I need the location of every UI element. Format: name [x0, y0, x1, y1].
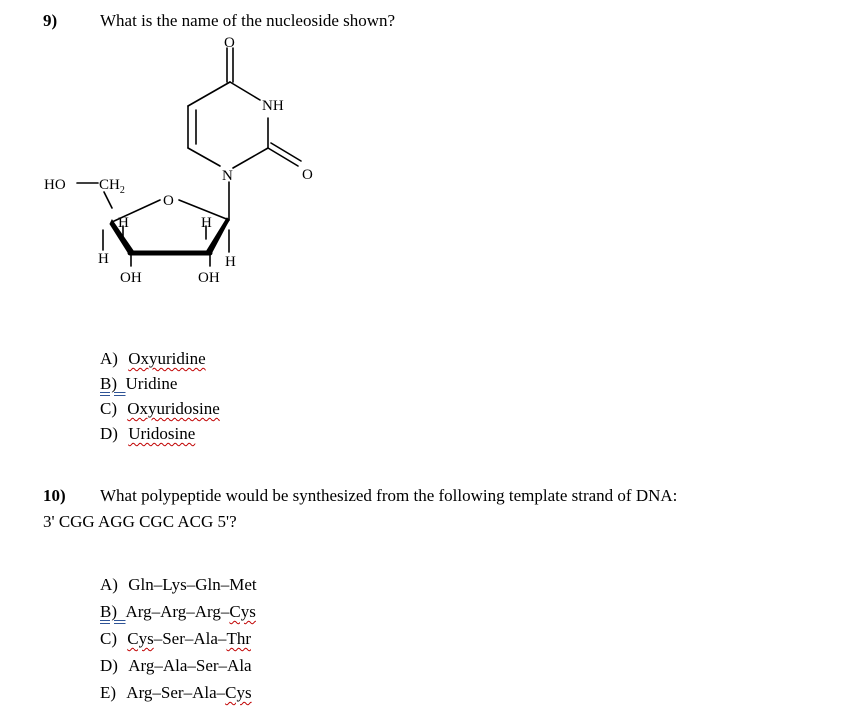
- label-ch-subscript: 2: [119, 185, 125, 196]
- q9-option-c[interactable]: [100, 399, 220, 419]
- option-text: Arg–Ala–Ser–Ala: [128, 656, 252, 675]
- label-ch2: [99, 177, 125, 196]
- option-text-tail: Cys: [225, 683, 252, 702]
- option-text: Arg–Ser–Ala–: [126, 683, 226, 702]
- label-ho: HO: [44, 177, 66, 193]
- q10-option-b[interactable]: [100, 602, 256, 622]
- option-spacer: [117, 602, 126, 621]
- q9-option-d[interactable]: [100, 424, 195, 444]
- label-ring-o: O: [163, 193, 174, 209]
- option-letter: D): [100, 656, 118, 675]
- option-letter: A): [100, 575, 118, 594]
- label-n: N: [222, 168, 233, 184]
- label-ch: CH: [99, 177, 120, 193]
- question-10-number: 10): [43, 486, 66, 505]
- q10-option-c[interactable]: [100, 629, 251, 649]
- option-text-middle: –Ser–Ala–: [153, 629, 227, 648]
- option-text: Cys: [127, 629, 154, 648]
- structure-bonds: [77, 48, 301, 266]
- option-letter: C): [100, 399, 117, 418]
- label-oh-c3: OH: [120, 270, 142, 286]
- option-letter: B): [100, 374, 117, 393]
- option-spacer: [117, 374, 126, 393]
- q10-option-a[interactable]: [100, 575, 257, 595]
- question-10-text: What polypeptide would be synthesized from the following template strand of DNA:: [100, 486, 678, 505]
- q10-option-d[interactable]: [100, 656, 252, 676]
- option-text: Oxyuridine: [128, 349, 206, 368]
- label-carbonyl-o-top: O: [224, 35, 235, 51]
- label-h-c2: H: [225, 254, 236, 270]
- q9-option-a[interactable]: [100, 349, 206, 369]
- option-letter: E): [100, 683, 117, 702]
- question-9-number: 9): [43, 11, 58, 30]
- label-carbonyl-o-right: O: [302, 167, 313, 183]
- option-letter: C): [100, 629, 117, 648]
- option-letter: A): [100, 349, 118, 368]
- q9-option-b[interactable]: [100, 374, 177, 394]
- option-letter: B): [100, 602, 117, 621]
- option-text: Uridosine: [128, 424, 196, 443]
- option-letter: D): [100, 424, 118, 443]
- uridine-structure-diagram: [30, 30, 330, 300]
- q10-option-e[interactable]: [100, 683, 252, 703]
- label-h-c3: H: [98, 251, 109, 267]
- option-text-tail: Cys: [229, 602, 256, 621]
- label-h-c4: H: [118, 215, 129, 231]
- question-9-text: What is the name of the nucleoside shown?: [100, 11, 396, 30]
- option-text: Oxyuridosine: [127, 399, 220, 418]
- option-text-tail: Thr: [226, 629, 251, 648]
- option-text: Arg–Arg–Arg–: [125, 602, 230, 621]
- label-nh: NH: [262, 98, 284, 114]
- option-text: Uridine: [125, 374, 178, 393]
- label-oh-c2: OH: [198, 270, 220, 286]
- question-10-sequence: 3' CGG AGG CGC ACG 5'?: [43, 512, 237, 531]
- option-text: Gln–Lys–Gln–Met: [128, 575, 257, 594]
- label-h-c1: H: [201, 215, 212, 231]
